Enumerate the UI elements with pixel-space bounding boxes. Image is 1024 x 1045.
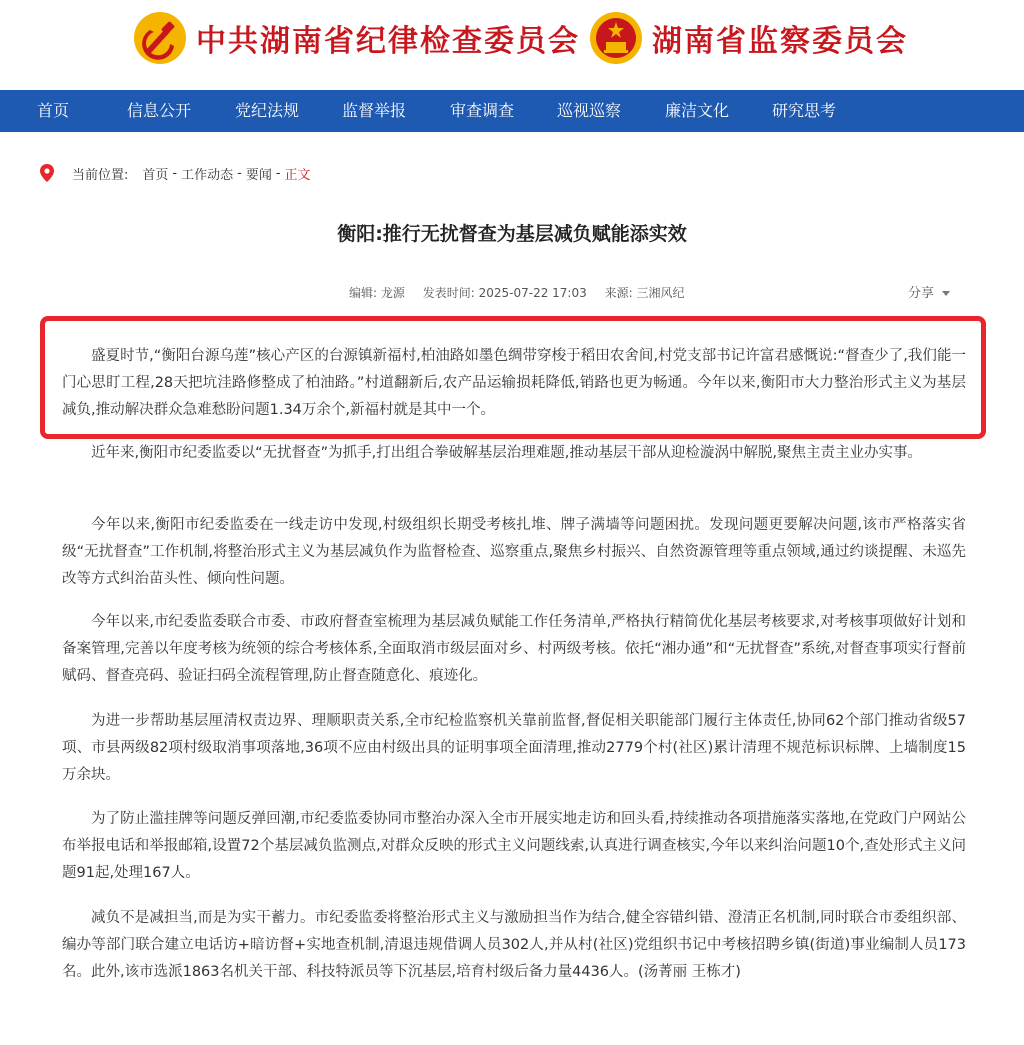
article-paragraph: 近年来,衡阳市纪委监委以“无扰督查”为抓手,打出组合拳破解基层治理难题,推动基层干部从迎检漩涡中解脱,聚焦主责主业办实事。 [91,445,922,461]
national-emblem-icon [588,10,644,66]
nav-item-info[interactable]: 信息公开 [127,101,192,120]
article-paragraph: 减负不是减担当,而是为实干蓄力。市纪委监委将整治形式主义与激励担当作为结合,健全容错纠错、澄清正名机制,同时联合市委组织部、编办等部门联合建立电话访+暗访督+实地查机制,清退违规借调人员302人,并从村(社区)党组织书记中考核招聘乡镇(街道)事业编制人员173名。此外,该市选派1863名机关干部、科技特派员等下沉基层,培育村级后备力量4436人。(汤菁丽 王栋才) [62,910,966,980]
logo-supervision-commission[interactable] [588,10,908,66]
nav-item-regulations[interactable]: 党纪法规 [235,101,300,120]
breadcrumb-headlines[interactable]: 要闻 [245,167,272,183]
site-header [0,0,1024,90]
breadcrumb-home[interactable]: 首页 [142,167,169,183]
nav-item-inspection[interactable]: 巡视巡察 [557,101,622,120]
time-value: 2025-07-22 17:03 [478,286,587,300]
share-label: 分享 [908,286,935,301]
article-title: 衡阳:推行无扰督查为基层减负赋能添实效 [337,223,687,245]
time-label: 发表时间: [422,286,475,300]
editor-label: 编辑: [349,286,378,300]
chevron-down-icon [942,291,950,296]
source-value: 三湘风纪 [636,286,685,300]
org-name-right: 湖南省监察委员会 [652,24,908,59]
article-paragraph: 为了防止滥挂牌等问题反弹回潮,市纪委监委协同市整治办深入全市开展实地走访和回头看,持续推动各项措施落实落地,在党政门户网站公布举报电话和举报邮箱,设置72个基层减负监测点,对群众反映的形式主义问题线索,认真进行调查核实,今年以来纠治问题10个,查处形式主义问题91起,处理167人。 [62,811,966,881]
article-meta [349,284,684,301]
article-paragraph: 今年以来,衡阳市纪委监委在一线走访中发现,村级组织长期受考核扎堆、牌子满墙等问题困扰。发现问题更要解决问题,该市严格落实省级“无扰督查”工作机制,将整治形式主义为基层减负作为监督检查、巡察重点,聚焦乡村振兴、自然资源管理等重点领域,通过约谈提醒、未巡先改等方式纠治苗头性、倾向性问题。 [62,517,966,587]
nav-item-report[interactable]: 监督举报 [342,101,407,120]
logo-discipline-commission[interactable] [132,10,580,66]
article-paragraph: 盛夏时节,“衡阳台源乌莲”核心产区的台源镇新福村,柏油路如墨色绸带穿梭于稻田农舍间,村党支部书记许富君感慨说:“督查少了,我们能一门心思盯工程,28天把坑洼路修整成了柏油路。”村道翻新后,农产品运输损耗降低,销路也更为畅通。今年以来,衡阳市大力整治形式主义为基层减负,推动解决群众急难愁盼问题1.34万余个,新福村就是其中一个。 [62,348,966,418]
breadcrumb-separator: - [275,165,281,181]
location-pin-icon [40,164,54,182]
nav-item-investigation[interactable]: 审查调查 [450,101,515,120]
breadcrumb-separator: - [172,165,178,181]
party-emblem-icon [132,10,188,66]
nav-item-culture[interactable]: 廉洁文化 [665,101,730,120]
main-nav [0,90,1024,132]
org-name-left: 中共湖南省纪律检查委员会 [196,24,580,59]
article-paragraph: 今年以来,市纪委监委联合市委、市政府督查室梳理为基层减负赋能工作任务清单,严格执行精简优化基层考核要求,对考核事项做好计划和备案管理,完善以年度考核为统领的综合考核体系,全面取消市级层面对乡、村两级考核。依托“湘办通”和“无扰督查”系统,对督查事项实行督前赋码、督查亮码、验证扫码全流程管理,防止督查随意化、痕迹化。 [62,614,966,684]
breadcrumb-separator: - [237,165,242,181]
breadcrumb-current: 正文 [284,167,311,183]
nav-item-home[interactable]: 首页 [37,101,70,120]
nav-item-research[interactable]: 研究思考 [772,101,837,120]
share-button[interactable] [908,282,950,301]
breadcrumb [40,163,311,183]
editor-value: 龙源 [380,286,405,300]
article-paragraph: 为进一步帮助基层厘清权责边界、理顺职责关系,全市纪检监察机关靠前监督,督促相关职能部门履行主体责任,协同62个部门推动省级57项、市县两级82项村级取消事项落地,36项不应由村级出具的证明事项全面清理,推动2779个村(社区)累计清理不规范标识标牌、上墙制度15万余块。 [62,713,966,783]
breadcrumb-work-news[interactable]: 工作动态 [181,167,234,183]
source-label: 来源: [604,286,633,300]
breadcrumb-label: 当前位置: [72,167,129,183]
